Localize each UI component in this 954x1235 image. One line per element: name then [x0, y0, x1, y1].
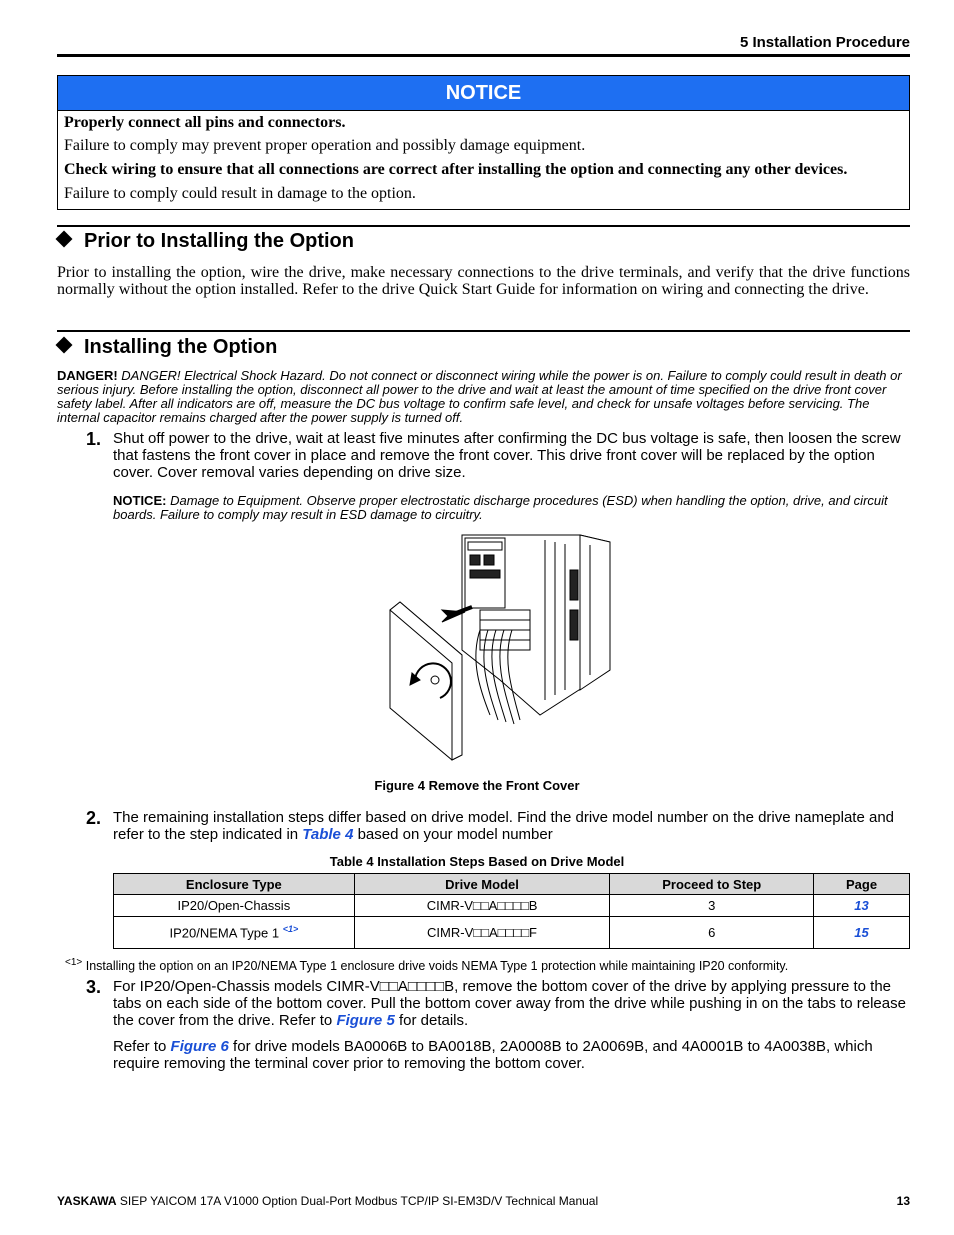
step-number: 2.: [86, 808, 102, 828]
model-cell: CIMR-V□□A□□□□B: [354, 895, 610, 917]
heading-text: Installing the Option: [84, 336, 278, 358]
prior-paragraph: Prior to installing the option, wire the drive, make necessary connections to the drive terminals, and verify that the drive functions normally without the option installed. Refer to the drive Quick Start Guide for information on wiring and connecting the drive.: [57, 264, 910, 298]
column-header: Drive Model: [354, 874, 610, 895]
section-rule: [57, 330, 910, 332]
table-footnote: [65, 957, 788, 973]
step-2-text-b: based on your model number: [353, 826, 553, 843]
enclosure-cell: IP20/Open-Chassis: [114, 895, 355, 917]
enclosure-text: IP20/NEMA Type 1: [169, 925, 283, 941]
step-number: 1.: [86, 429, 102, 449]
notice-label: NOTICE:: [113, 493, 167, 508]
column-header: Proceed to Step: [610, 874, 814, 895]
danger-label: DANGER!: [57, 368, 118, 383]
step-3b-text-a: Refer to: [113, 1038, 171, 1055]
section-heading-prior: [56, 230, 354, 253]
figure-caption: Figure 4 Remove the Front Cover: [374, 778, 580, 793]
footnote-ref-link[interactable]: <1>: [282, 924, 299, 935]
footnote-text: Installing the option on an IP20/NEMA Type 1 enclosure drive voids NEMA Type 1 protection while maintaining IP20 conformity.: [85, 959, 789, 974]
diamond-bullet-icon: [56, 337, 73, 354]
heading-text: Prior to Installing the Option: [84, 230, 354, 252]
notice-text: Damage to Equipment. Observe proper electrostatic discharge procedures (ESD) when handling the option, drive, and circuit boards. Failure to comply may result in ESD damage to circuitry.: [113, 493, 888, 522]
step-cell: 6: [610, 917, 814, 949]
remove-front-cover-figure: [380, 530, 620, 765]
notice-line-4: Failure to comply could result in damage to the option.: [64, 185, 416, 202]
step-number: 3.: [86, 977, 102, 997]
step-3-text-a: For IP20/Open-Chassis models CIMR-V□□A□□□□B, remove the bottom cover of the drive by applying pressure to the tabs on each side of the bottom cover. Pull the bottom cover away from the drive while pushing in on the tabs to release the cover from the drive. Refer to: [113, 978, 906, 1029]
page-number: 13: [896, 1194, 910, 1208]
notice-title: NOTICE: [58, 76, 909, 111]
table-row: [114, 895, 910, 917]
notice-box: [57, 75, 910, 210]
enclosure-cell: [114, 917, 355, 949]
section-rule: [57, 225, 910, 227]
running-header: 5 Installation Procedure: [739, 34, 910, 51]
step-2-text: [113, 809, 910, 843]
danger-paragraph: [57, 369, 910, 425]
column-header: Enclosure Type: [114, 874, 355, 895]
step-1-notice: [113, 494, 910, 522]
footer-text: SIEP YAICOM 17A V1000 Option Dual-Port Modbus TCP/IP SI-EM3D/V Technical Manual: [116, 1194, 599, 1208]
table-4-link[interactable]: Table 4: [302, 826, 354, 843]
step-cell: 3: [610, 895, 814, 917]
step-3-text-b: for details.: [394, 1012, 469, 1029]
header-rule: [57, 54, 910, 57]
table-header-row: [114, 874, 910, 895]
figure-5-link[interactable]: Figure 5: [336, 1012, 395, 1029]
footnote-marker: <1>: [65, 957, 83, 968]
notice-line-1: Properly connect all pins and connectors.: [64, 114, 346, 131]
installation-steps-table: [113, 873, 910, 949]
step-3-text: [113, 978, 910, 1029]
step-1-text: Shut off power to the drive, wait at least five minutes after confirming the DC bus voltage is safe, then loosen the screw that fastens the front cover in place and remove the front cover. This drive front cover will be replaced by the option cover. Cover removal varies depending on drive size.: [113, 430, 901, 481]
notice-line-3: Check wiring to ensure that all connections are correct after installing the option and connecting any other devices.: [64, 161, 848, 178]
model-cell: CIMR-V□□A□□□□F: [354, 917, 610, 949]
step-3-note: [113, 1038, 910, 1072]
figure-6-link[interactable]: Figure 6: [170, 1038, 229, 1055]
step-3b-text-b: for drive models BA0006B to BA0018B, 2A0008B to 2A0069B, and 4A0001B to 4A0038B, which require removing the terminal cover prior to removing the bottom cover.: [113, 1038, 873, 1072]
danger-text: DANGER! Electrical Shock Hazard. Do not connect or disconnect wiring while the power is on. Failure to comply could result in death or serious injury. Before installing the option, disconnect all power to the drive and wait at least the amount of time specified on the drive front cover safety label. After all indicators are off, measure the DC bus voltage to confirm safe level, and check for unsafe voltages before servicing. The internal capacitor remains charged after the power supply is turned off.: [57, 368, 902, 425]
diamond-bullet-icon: [56, 231, 73, 248]
section-heading-installing: [56, 336, 277, 359]
notice-line-2: Failure to comply may prevent proper operation and possibly damage equipment.: [64, 137, 586, 154]
column-header: Page: [814, 874, 910, 895]
table-row: [114, 917, 910, 949]
table-caption: Table 4 Installation Steps Based on Drive Model: [329, 854, 625, 869]
page-link[interactable]: 15: [814, 917, 910, 949]
step-2-text-a: The remaining installation steps differ based on drive model. Find the drive model number on the drive nameplate and refer to the step indicated in: [113, 809, 895, 843]
page-footer: [57, 1194, 598, 1208]
footer-brand: YASKAWA: [57, 1194, 117, 1208]
page-link[interactable]: 13: [814, 895, 910, 917]
